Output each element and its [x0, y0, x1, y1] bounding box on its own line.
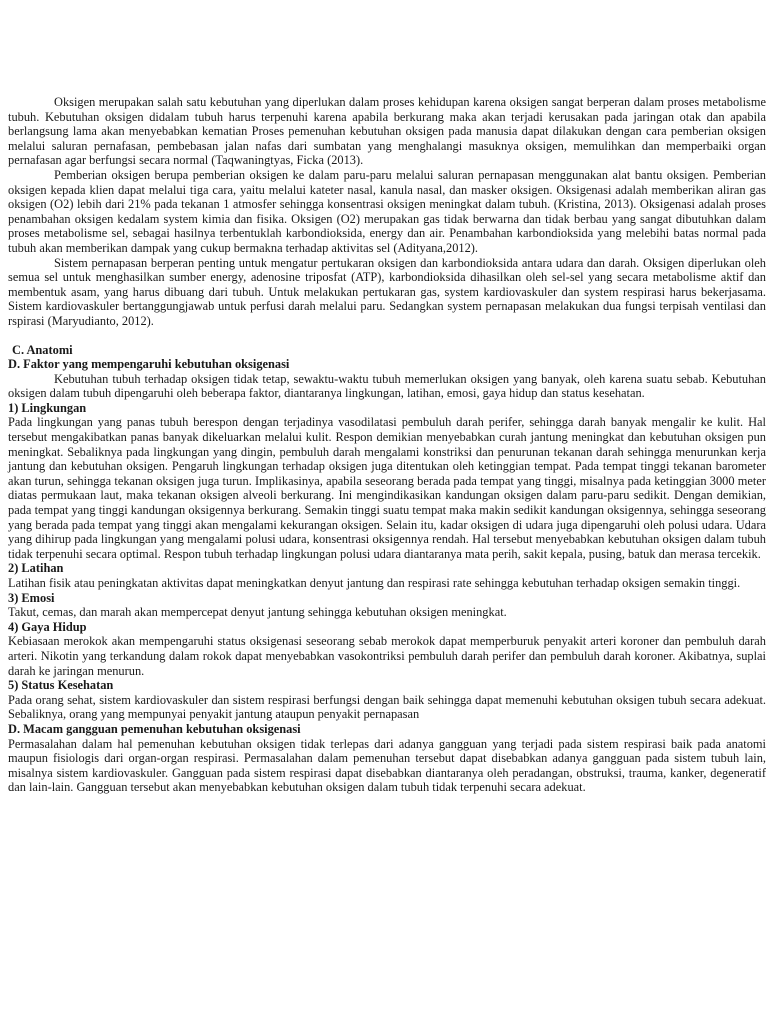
text-gangguan: Permasalahan dalam hal pemenuhan kebutuhan oksigen tidak terlepas dari adanya gangguan yang terjadi pada sistem respirasi baik pada anatomi maupun fisiologis dari organ-organ respirasi. Permasalahan dalam pemenuhan tersebut dapat disebabkan adanya gangguan pada sistem tubuh lain, misalnya sistem kardiovaskuler. Gangguan pada sistem respirasi dapat disebabkan diantaranya oleh peradangan, obstruksi, trauma, kanker, degeneratif dan lain-lain. Gangguan tersebut akan menyebabkan kebutuhan oksigen dalam tubuh tidak terpenuhi secara adekuat.	[8, 736, 766, 795]
text-emosi: Takut, cemas, dan marah akan mempercepat denyut jantung sehingga kebutuhan oksigen meningkat.	[8, 605, 507, 620]
heading-status-kesehatan: 5) Status Kesehatan	[8, 678, 114, 693]
section-spacer	[8, 329, 766, 343]
heading-latihan: 2) Latihan	[8, 561, 64, 576]
intro-paragraph-1: Oksigen merupakan salah satu kebutuhan yang diperlukan dalam proses kehidupan karena oksigen sangat berperan dalam proses metabolisme tubuh. Kebutuhan oksigen didalam tubuh harus terpenuhi karena apabila berkurang maka akan terjadi kerusakan pada jaringan otak dan apabila berlangsung lama akan menyebabkan kematian Proses pemenuhan kebutuhan oksigen pada manusia dapat dilakukan dengan cara pemberian oksigen melalui saluran pernafasan, pembebasan jalan nafas dari sumbatan yang menghalangi masuknya oksigen, memulihkan dan memperbaiki organ pernafasan agar berfungsi secara normal (Taqwaningtyas, Ficka (2013).	[8, 95, 766, 168]
text-latihan: Latihan fisik atau peningkatan aktivitas dapat meningkatkan denyut jantung dan respirasi rate sehingga kebutuhan terhadap oksigen semakin tinggi.	[8, 576, 741, 590]
text-gaya-hidup: Kebiasaan merokok akan mempengaruhi status oksigenasi seseorang sebab merokok dapat memperburuk penyakit arteri koroner dan pembuluh darah arteri. Nikotin yang terkandung dalam rokok dapat menyebabkan vasokontriksi pembuluh darah perifer dan pembuluh darah koroner. Akibatnya, suplai darah ke jaringan menurun.	[8, 634, 766, 678]
text-lingkungan: Pada lingkungan yang panas tubuh berespon dengan terjadinya vasodilatasi pembuluh darah perifer, sehingga darah banyak mengalir ke kulit. Hal tersebut mengakibatkan panas banyak dikeluarkan melalui kulit. Respon demikian menyebabkan curah jantung meningkat dan kebutuhan oksigen pun meningkat. Sebaliknya pada lingkungan yang dingin, pembuluh darah mengalami konstriksi dan penurunan tekanan darah sehingga menurunkan kerja jantung dan kebutuhan oksigen. Pengaruh lingkungan terhadap oksigen juga ditentukan oleh ketinggian tempat. Pada tempat tinggi tekanan barometer akan turun, sehingga tekanan oksigen juga turun. Implikasinya, apabila seseorang berada pada tempat yang tinggi, misalnya pada ketinggian 3000 meter diatas permukaan laut, maka tekanan oksigen alveoli berkurang. Ini mengindikasikan kandungan oksigen dalam paru-paru sedikit. Dengan demikian, pada tempat yang tinggi kandungan oksigennya berkurang. Semakin tinggi suatu tempat maka makin sedikit kandungan oksigennya, sehingga seseorang yang berada pada tempat yang tinggi akan mengalami kekurangan oksigen. Selain itu, kadar oksigen di udara juga dipengaruhi oleh polusi udara. Udara yang dihirup pada lingkungan yang mengalami polusi udara, konsentrasi oksigennya rendah. Hal tersebut menyebabkan kebutuhan oksigen dalam tubuh tidak terpenuhi secara optimal. Respon tubuh terhadap lingkungan polusi udara diantaranya mata perih, sakit kepala, pusing, batuk dan merasa tercekik.	[8, 415, 766, 561]
intro-paragraph-3: Sistem pernapasan berperan penting untuk mengatur pertukaran oksigen dan karbondioksida antara udara dan darah. Oksigen diperlukan oleh semua sel untuk menghasilkan sumber energy, adenosine triposfat (ATP), karbondioksida dihasilkan oleh sel-sel yang secara metabolisme aktif dan membentuk asam, yang harus dibuang dari tubuh. Untuk melakukan pertukaran gas, system kardiovaskuler dan system respirasi harus bekerjasama. Sistem kardiovaskuler bertanggungjawab untuk perfusi darah melalui paru. Sedangkan system pernapasan melakukan dua fungsi terpisah ventilasi dan rspirasi (Maryudianto, 2012).	[8, 255, 766, 328]
text-status-kesehatan: Pada orang sehat, sistem kardiovaskuler dan sistem respirasi berfungsi dengan baik sehingga dapat memenuhi kebutuhan oksigen tubuh secara adekuat. Sebaliknya, orang yang mempunyai penyakit jantung ataupun penyakit pernapasan	[8, 692, 766, 722]
faktor-intro: Kebutuhan tubuh terhadap oksigen tidak tetap, sewaktu-waktu tubuh memerlukan oksigen yang banyak, oleh karena suatu sebab. Kebutuhan oksigen dalam tubuh dipengaruhi oleh beberapa faktor, diantaranya lingkungan, latihan, emosi, gaya hidup dan status kesehatan.	[8, 371, 766, 401]
heading-anatomi: C. Anatomi	[12, 342, 73, 357]
document-page	[8, 95, 766, 795]
intro-paragraph-2: Pemberian oksigen berupa pemberian oksigen ke dalam paru-paru melalui saluran pernapasan menggunakan alat bantu oksigen. Pemberian oksigen kepada klien dapat melalui tiga cara, yaitu melalui kateter nasal, kanula nasal, dan masker oksigen. Oksigenasi adalah memberikan aliran gas oksigen (O2) lebih dari 21% pada tekanan 1 atmosfer sehingga konsentrasi oksigen meningkat dalam tubuh. (Kristina, 2013). Oksigenasi adalah proses penambahan oksigen kedalam system kimia dan fisika. Oksigen (O2) merupakan gas tidak berwarna dan tidak berbau yang sangat dibutuhkan dalam proses metabolisme sel, sebagai hasilnya terbentuklah karbondioksida, energy dan air. Penambahan karbondioksida yang melebihi batas normal pada tubuh akan memberikan dampak yang cukup bermakna terhadap aktivitas sel (Adityana,2012).	[8, 167, 766, 255]
heading-emosi: 3) Emosi	[8, 590, 55, 605]
heading-gangguan: D. Macam gangguan pemenuhan kebutuhan oksigenasi	[8, 721, 301, 736]
heading-lingkungan: 1) Lingkungan	[8, 400, 87, 415]
heading-gaya-hidup: 4) Gaya Hidup	[8, 619, 87, 634]
heading-faktor: D. Faktor yang mempengaruhi kebutuhan oksigenasi	[8, 357, 290, 372]
